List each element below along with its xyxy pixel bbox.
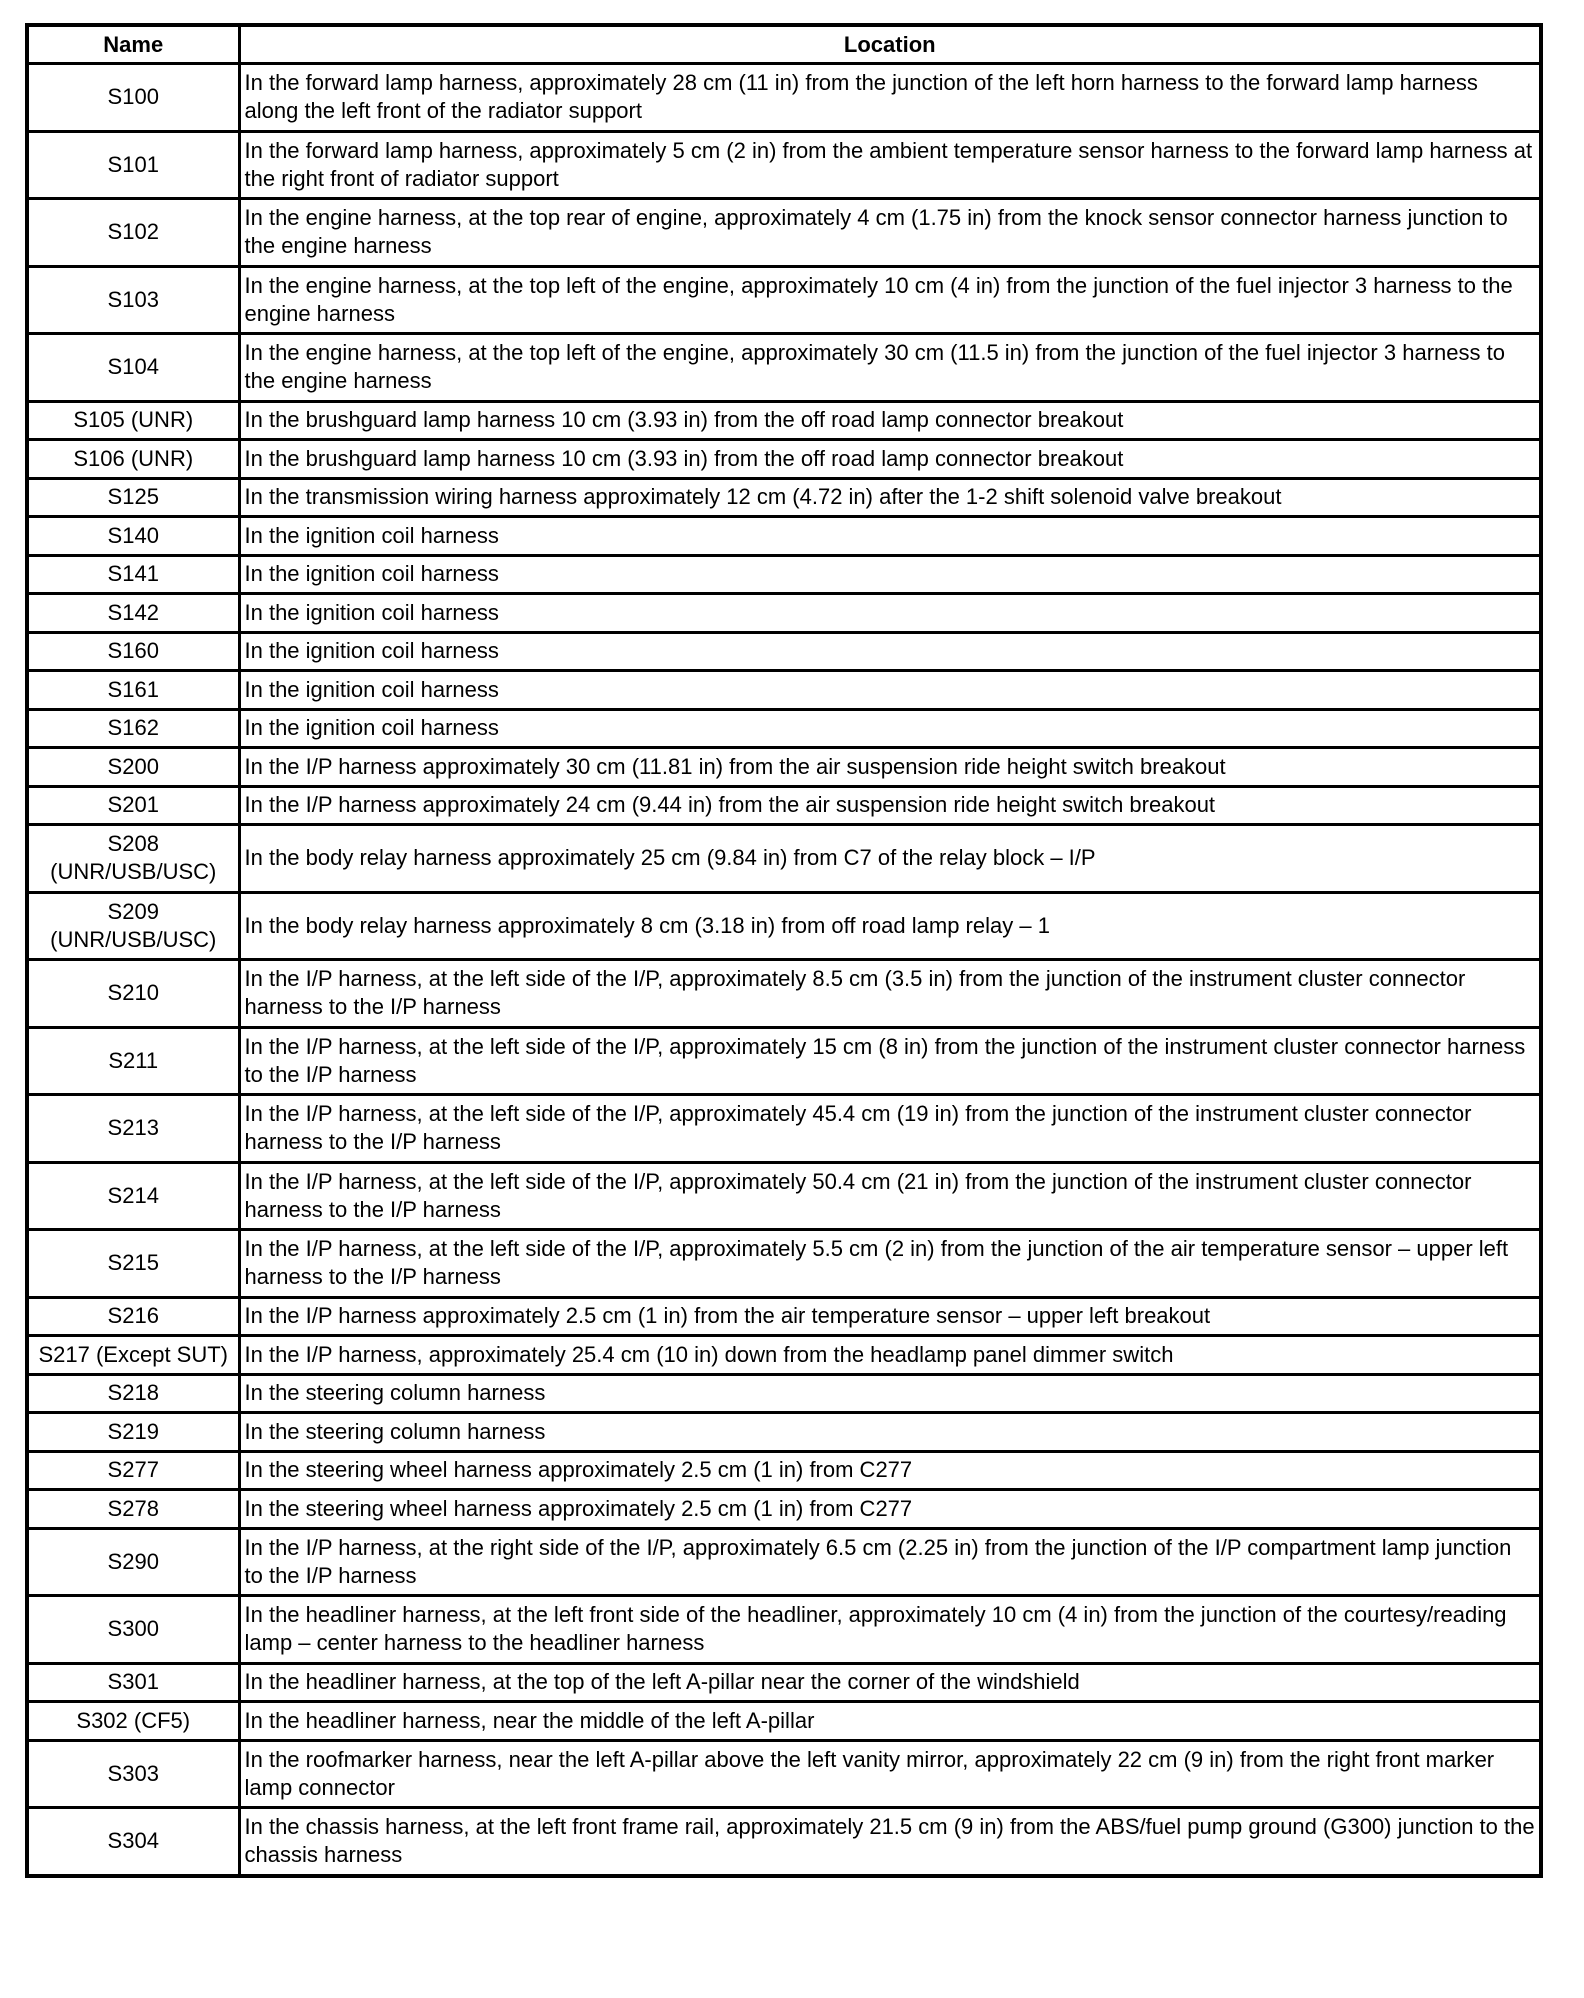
splice-location-cell: In the engine harness, at the top left of the engine, approximately 10 cm (4 in) from the junction of the fuel injector 3 harness to the engine harness [239, 266, 1541, 334]
splice-location-cell: In the transmission wiring harness approximately 12 cm (4.72 in) after the 1-2 shift solenoid valve breakout [239, 478, 1541, 517]
table-row [27, 517, 1541, 556]
table-row [27, 1490, 1541, 1529]
table-row [27, 892, 1541, 960]
table-row [27, 671, 1541, 710]
splice-location-cell: In the I/P harness approximately 30 cm (11.81 in) from the air suspension ride height switch breakout [239, 748, 1541, 787]
table-row [27, 440, 1541, 479]
splice-location-cell: In the body relay harness approximately 8 cm (3.18 in) from off road lamp relay – 1 [239, 892, 1541, 960]
splice-name-cell: S277 [27, 1451, 239, 1490]
splice-name-cell: S301 [27, 1663, 239, 1702]
splice-location-cell: In the steering column harness [239, 1374, 1541, 1413]
table-row [27, 1374, 1541, 1413]
splice-name-cell: S215 [27, 1230, 239, 1298]
table-row [27, 1297, 1541, 1336]
splice-name-cell: S141 [27, 555, 239, 594]
splice-location-cell: In the ignition coil harness [239, 594, 1541, 633]
splice-name-cell: S216 [27, 1297, 239, 1336]
header-location: Location [239, 25, 1541, 64]
table-row [27, 1230, 1541, 1298]
table-row [27, 786, 1541, 825]
table-row [27, 709, 1541, 748]
header-row [27, 25, 1541, 64]
splice-location-cell: In the forward lamp harness, approximately 28 cm (11 in) from the junction of the left horn harness to the forward lamp harness along the left front of the radiator support [239, 64, 1541, 132]
splice-name-cell: S302 (CF5) [27, 1702, 239, 1741]
table-row [27, 401, 1541, 440]
table-row [27, 1095, 1541, 1163]
splice-name-cell: S140 [27, 517, 239, 556]
splice-location-cell: In the I/P harness, at the right side of the I/P, approximately 6.5 cm (2.25 in) from the junction of the I/P compartment lamp junction to the I/P harness [239, 1528, 1541, 1596]
splice-name-cell: S218 [27, 1374, 239, 1413]
splice-location-cell: In the I/P harness, at the left side of the I/P, approximately 45.4 cm (19 in) from the junction of the instrument cluster connector harness to the I/P harness [239, 1095, 1541, 1163]
table-row [27, 1740, 1541, 1808]
table-row [27, 748, 1541, 787]
splice-name-cell: S209 (UNR/USB/USC) [27, 892, 239, 960]
table-row [27, 1528, 1541, 1596]
splice-name-cell: S103 [27, 266, 239, 334]
splice-location-cell: In the steering wheel harness approximately 2.5 cm (1 in) from C277 [239, 1451, 1541, 1490]
table-row [27, 1162, 1541, 1230]
splice-location-cell: In the steering wheel harness approximately 2.5 cm (1 in) from C277 [239, 1490, 1541, 1529]
splice-name-cell: S142 [27, 594, 239, 633]
table-row [27, 1702, 1541, 1741]
table-row [27, 1808, 1541, 1876]
splice-location-cell: In the ignition coil harness [239, 671, 1541, 710]
splice-location-cell: In the body relay harness approximately 25 cm (9.84 in) from C7 of the relay block – I/P [239, 825, 1541, 893]
splice-name-cell: S208 (UNR/USB/USC) [27, 825, 239, 893]
splice-location-cell: In the steering column harness [239, 1413, 1541, 1452]
splice-name-cell: S104 [27, 334, 239, 402]
splice-name-cell: S162 [27, 709, 239, 748]
table-row [27, 478, 1541, 517]
splice-location-cell: In the headliner harness, at the top of the left A-pillar near the corner of the windshield [239, 1663, 1541, 1702]
splice-name-cell: S125 [27, 478, 239, 517]
splice-location-cell: In the chassis harness, at the left front frame rail, approximately 21.5 cm (9 in) from the ABS/fuel pump ground (G300) junction to the chassis harness [239, 1808, 1541, 1876]
splice-name-cell: S101 [27, 131, 239, 199]
splice-location-cell: In the I/P harness, approximately 25.4 cm (10 in) down from the headlamp panel dimmer switch [239, 1336, 1541, 1375]
splice-name-cell: S303 [27, 1740, 239, 1808]
table-row [27, 1663, 1541, 1702]
table-row [27, 266, 1541, 334]
splice-location-cell: In the engine harness, at the top left of the engine, approximately 30 cm (11.5 in) from the junction of the fuel injector 3 harness to the engine harness [239, 334, 1541, 402]
splice-location-table [25, 23, 1543, 1878]
table-row [27, 1451, 1541, 1490]
splice-name-cell: S213 [27, 1095, 239, 1163]
table-row [27, 1596, 1541, 1664]
table-row [27, 555, 1541, 594]
table-row [27, 1027, 1541, 1095]
table-row [27, 1413, 1541, 1452]
splice-name-cell: S106 (UNR) [27, 440, 239, 479]
splice-name-cell: S100 [27, 64, 239, 132]
splice-name-cell: S161 [27, 671, 239, 710]
splice-location-cell: In the I/P harness, at the left side of the I/P, approximately 8.5 cm (3.5 in) from the junction of the instrument cluster connector harness to the I/P harness [239, 960, 1541, 1028]
table-row [27, 131, 1541, 199]
splice-location-cell: In the ignition coil harness [239, 632, 1541, 671]
splice-name-cell: S160 [27, 632, 239, 671]
splice-name-cell: S211 [27, 1027, 239, 1095]
splice-name-cell: S219 [27, 1413, 239, 1452]
table-row [27, 334, 1541, 402]
splice-location-cell: In the ignition coil harness [239, 555, 1541, 594]
splice-location-cell: In the I/P harness approximately 24 cm (9.44 in) from the air suspension ride height switch breakout [239, 786, 1541, 825]
splice-location-cell: In the headliner harness, at the left front side of the headliner, approximately 10 cm (4 in) from the junction of the courtesy/reading lamp – center harness to the headliner harness [239, 1596, 1541, 1664]
splice-location-cell: In the roofmarker harness, near the left A-pillar above the left vanity mirror, approximately 22 cm (9 in) from the right front marker lamp connector [239, 1740, 1541, 1808]
splice-name-cell: S200 [27, 748, 239, 787]
splice-location-cell: In the I/P harness approximately 2.5 cm (1 in) from the air temperature sensor – upper left breakout [239, 1297, 1541, 1336]
splice-name-cell: S210 [27, 960, 239, 1028]
splice-location-cell: In the forward lamp harness, approximately 5 cm (2 in) from the ambient temperature sensor harness to the forward lamp harness at the right front of radiator support [239, 131, 1541, 199]
splice-location-cell: In the I/P harness, at the left side of the I/P, approximately 5.5 cm (2 in) from the junction of the air temperature sensor – upper left harness to the I/P harness [239, 1230, 1541, 1298]
table-row [27, 960, 1541, 1028]
splice-location-cell: In the engine harness, at the top rear of engine, approximately 4 cm (1.75 in) from the knock sensor connector harness junction to the engine harness [239, 199, 1541, 267]
splice-name-cell: S102 [27, 199, 239, 267]
splice-name-cell: S201 [27, 786, 239, 825]
splice-name-cell: S105 (UNR) [27, 401, 239, 440]
splice-name-cell: S278 [27, 1490, 239, 1529]
table-row [27, 825, 1541, 893]
splice-location-cell: In the brushguard lamp harness 10 cm (3.93 in) from the off road lamp connector breakout [239, 401, 1541, 440]
splice-location-cell: In the headliner harness, near the middle of the left A-pillar [239, 1702, 1541, 1741]
table-row [27, 594, 1541, 633]
splice-location-cell: In the I/P harness, at the left side of the I/P, approximately 50.4 cm (21 in) from the junction of the instrument cluster connector harness to the I/P harness [239, 1162, 1541, 1230]
table-row [27, 632, 1541, 671]
table-row [27, 1336, 1541, 1375]
splice-location-cell: In the brushguard lamp harness 10 cm (3.93 in) from the off road lamp connector breakout [239, 440, 1541, 479]
splice-name-cell: S300 [27, 1596, 239, 1664]
splice-name-cell: S290 [27, 1528, 239, 1596]
table-row [27, 64, 1541, 132]
splice-name-cell: S214 [27, 1162, 239, 1230]
splice-location-cell: In the ignition coil harness [239, 517, 1541, 556]
splice-name-cell: S304 [27, 1808, 239, 1876]
header-name: Name [27, 25, 239, 64]
splice-location-cell: In the I/P harness, at the left side of the I/P, approximately 15 cm (8 in) from the junction of the instrument cluster connector harness to the I/P harness [239, 1027, 1541, 1095]
splice-location-cell: In the ignition coil harness [239, 709, 1541, 748]
splice-name-cell: S217 (Except SUT) [27, 1336, 239, 1375]
table-row [27, 199, 1541, 267]
